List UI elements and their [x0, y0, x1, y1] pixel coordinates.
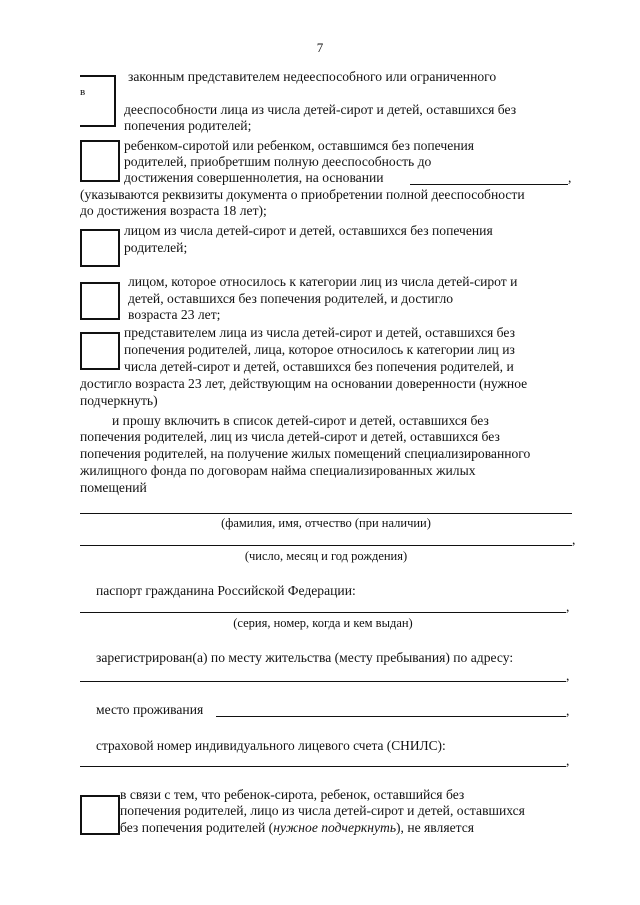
option-2-line-4: (указываются реквизиты документа о приобретении полной дееспособности — [80, 187, 525, 202]
option-4-line-1: лицом, которое относилось к категории лиц из числа детей-сирот и — [128, 274, 518, 289]
final-option-line-3-end: ), не является — [396, 820, 475, 835]
comma: , — [572, 532, 576, 547]
request-line-5: помещений — [80, 480, 147, 495]
request-line-4: жилищного фонда по договорам найма специализированных жилых — [80, 463, 476, 478]
residence-label: место проживания — [96, 702, 204, 717]
option-2-line-1: ребенком-сиротой или ребенком, оставшимся без попечения — [124, 138, 475, 153]
option-5-line-2: попечения родителей, лица, которое относилось к категории лиц из — [124, 342, 515, 357]
full-name-input-line[interactable] — [80, 513, 572, 514]
comma: , — [566, 753, 570, 768]
snils-input-line[interactable] — [80, 766, 566, 767]
comma: , — [566, 599, 570, 614]
checkbox-option-orphan-full-capacity[interactable] — [80, 140, 120, 182]
option-3-line-1: лицом из числа детей-сирот и детей, оставшихся без попечения — [124, 223, 493, 238]
basis-input-line[interactable] — [410, 184, 568, 185]
option-1-line-3: попечения родителей; — [124, 118, 252, 133]
option-2-line-5: до достижения возраста 18 лет); — [80, 203, 267, 218]
option-4-line-2: детей, оставшихся без попечения родителей, и достигло — [128, 291, 454, 306]
final-option-line-2: попечения родителей, лицо из числа детей-сирот и детей, оставшихся — [120, 803, 525, 818]
option-3-line-2: родителей; — [124, 240, 188, 255]
passport-label: паспорт гражданина Российской Федерации: — [96, 583, 356, 598]
checkbox-top-edge — [80, 75, 116, 77]
checkbox-option-not-owner[interactable] — [80, 795, 120, 835]
option-5-line-1: представителем лица из числа детей-сирот и детей, оставшихся без — [124, 325, 515, 340]
passport-caption: (серия, номер, когда и кем выдан) — [233, 616, 413, 630]
page-number: 7 — [316, 40, 324, 55]
final-option-line-1: в связи с тем, что ребенок-сирота, ребенок, оставшийся без — [120, 787, 465, 802]
checkbox-option-representative-23[interactable] — [80, 332, 120, 370]
passport-input-line[interactable] — [80, 612, 566, 613]
final-option-line-3-italic: нужное подчеркнуть — [273, 820, 397, 835]
option-1-line-2: дееспособности лица из числа детей-сирот и детей, оставшихся без — [124, 102, 517, 117]
registered-label: зарегистрирован(а) по месту жительства (месту пребывания) по адресу: — [96, 650, 514, 665]
checkbox-option-orphan[interactable] — [80, 229, 120, 267]
comma: , — [566, 703, 570, 718]
option-4-line-3: возраста 23 лет; — [128, 307, 221, 322]
option-5-line-5: подчеркнуть) — [80, 393, 158, 408]
residence-input-line[interactable] — [216, 716, 566, 717]
checkbox-option-legal-representative[interactable] — [80, 75, 116, 127]
option-1-line-1: законным представителем недееспособного или ограниченного — [128, 69, 497, 84]
option-5-line-4: достигло возраста 23 лет, действующим на основании доверенности (нужное — [80, 376, 528, 391]
final-option-line-3 — [120, 820, 474, 836]
registered-address-input-line[interactable] — [80, 681, 566, 682]
final-option-line-3-start: без попечения родителей ( — [120, 820, 274, 835]
option-2-line-2: родителей, приобретшим полную дееспособность до — [124, 154, 432, 169]
request-line-2: попечения родителей, лиц из числа детей-сирот и детей, оставшихся без — [80, 429, 500, 444]
option-marker: в — [80, 86, 86, 98]
comma: , — [568, 170, 572, 185]
request-line-1: и прошу включить в список детей-сирот и детей, оставшихся без — [112, 413, 489, 428]
option-5-line-3: числа детей-сирот и детей, оставшихся без попечения родителей, и — [124, 359, 514, 374]
comma: , — [566, 668, 570, 683]
request-line-3: попечения родителей, на получение жилых помещений специализированного — [80, 446, 531, 461]
option-2-line-3: достижения совершеннолетия, на основании — [124, 170, 384, 185]
birth-date-caption: (число, месяц и год рождения) — [244, 549, 408, 563]
birth-date-input-line[interactable] — [80, 545, 572, 546]
full-name-caption: (фамилия, имя, отчество (при наличии) — [221, 516, 431, 530]
snils-label: страховой номер индивидуального лицевого счета (СНИЛС): — [96, 738, 446, 753]
checkbox-option-reached-23[interactable] — [80, 282, 120, 320]
